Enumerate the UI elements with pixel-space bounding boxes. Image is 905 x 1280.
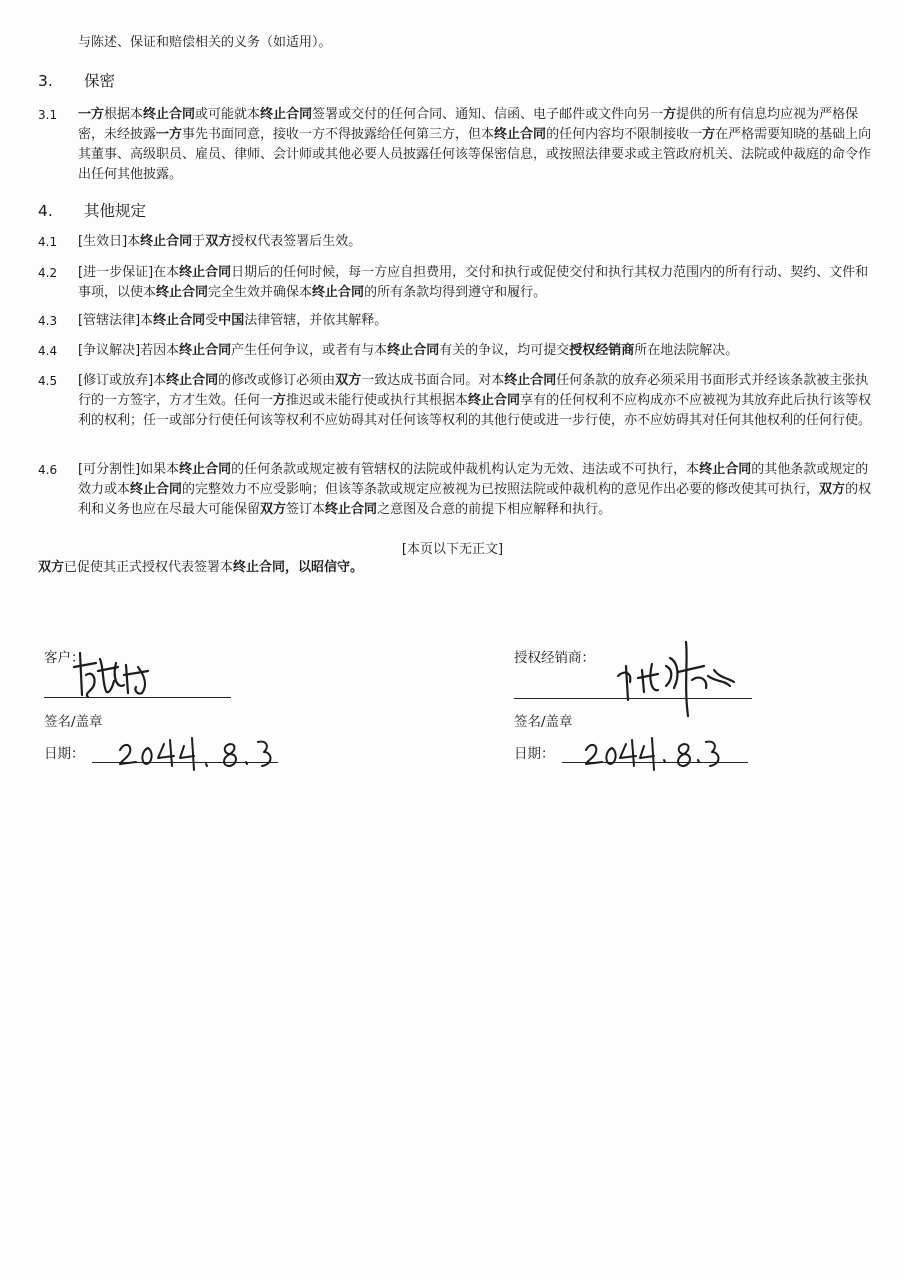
dealer-label: 授权经销商： [514,650,595,666]
clause-number: 4.1 [38,235,58,249]
clause-4-6 [38,460,872,520]
dealer-signature-line [514,698,752,699]
end-of-text-note: [本页以下无正文] [401,542,504,557]
clause-4-2 [38,263,872,303]
clause-number: 3.1 [38,108,58,122]
dealer-date-label: 日期： [514,746,555,762]
section-title: 其他规定 [84,202,147,220]
clause-3-1 [38,105,872,185]
section-4-heading [38,200,146,222]
clause-number: 4.3 [38,314,58,328]
clause-body: 一方根据本终止合同或可能就本终止合同签署或交付的任何合同、通知、信函、电子邮件或文件向另一方提供的所有信息均应视为严格保密，未经披露一方事先书面同意，接收一方不得披露给任何第三方，但本终止合同的任何内容均不限制接收一方在严格需要知晓的基础上向其董事、高级职员、雇员、律师、会计师或其他必要人员披露任何该等保密信息，或按照法律要求或主管政府机关、法院或仲裁庭的命令作出任何其他披露。 [78,107,872,182]
clause-body: [修订或放弃]本终止合同的修改或修订必须由双方一致达成书面合同。对本终止合同任何条款的放弃必须采用书面形式并经该条款被主张执行的一方签字，方才生效。任何一方推迟或未能行使或执行其根据本终止合同享有的任何权利不应构成亦不应被视为其放弃此后执行该等权利的权利；任一或部分行使任何该等权利不应妨碍其对任何该等权利的其他行使或进一步行使，亦不应妨碍其对任何其他权利的任何行使。 [78,373,872,428]
clause-body: [可分割性]如果本终止合同的任何条款或规定被有管辖权的法院或仲裁机构认定为无效、违法或不可执行，本终止合同的其他条款或规定的效力或本终止合同的完整效力不应受影响；但该等条款或规定应被视为已按照法院或仲裁机构的意见作出必要的修改使其可执行，双方的权利和义务也应在尽最大可能保留双方签订本终止合同之意图及合意的前提下相应解释和执行。 [78,462,872,517]
customer-signature-icon [66,645,162,701]
section-3-heading [38,70,115,92]
section-number: 3. [38,72,53,90]
dealer-signature-icon [608,636,748,720]
clause-number: 4.2 [38,266,58,280]
clause-4-5 [38,371,872,431]
clause-number: 4.5 [38,374,58,388]
customer-sign-label: 签名/盖章 [44,714,103,730]
closing-statement: 双方已促使其正式授权代表签署本终止合同，以昭信守。 [38,560,364,575]
clause-4-3 [38,311,872,331]
customer-date-label: 日期： [44,746,85,762]
clause-body: [争议解决]若因本终止合同产生任何争议，或者有与本终止合同有关的争议，均可提交授权经销商所在地法院解决。 [78,343,739,358]
section-title: 保密 [84,72,116,90]
clause-4-4 [38,341,872,361]
customer-signature-line [44,697,231,698]
clause-4-1 [38,232,872,252]
clause-number: 4.6 [38,463,58,477]
clause-body: [管辖法律]本终止合同受中国法律管辖，并依其解释。 [78,313,388,328]
clause-body: [进一步保证]在本终止合同日期后的任何时候，每一方应自担费用，交付和执行或促使交付和执行其权力范围内的所有行动、契约、文件和事项，以使本终止合同完全生效并确保本终止合同的所有条款均得到遵守和履行。 [78,265,869,300]
dealer-handwritten-date-icon [578,730,728,780]
intro-text: 与陈述、保证和赔偿相关的义务（如适用）。 [78,35,332,50]
clause-number: 4.4 [38,344,58,358]
clause-body: [生效日]本终止合同于双方授权代表签署后生效。 [78,234,362,249]
customer-handwritten-date-icon [110,730,280,780]
dealer-sign-label: 签名/盖章 [514,714,573,730]
section-number: 4. [38,202,53,220]
customer-label: 客户： [44,650,85,666]
